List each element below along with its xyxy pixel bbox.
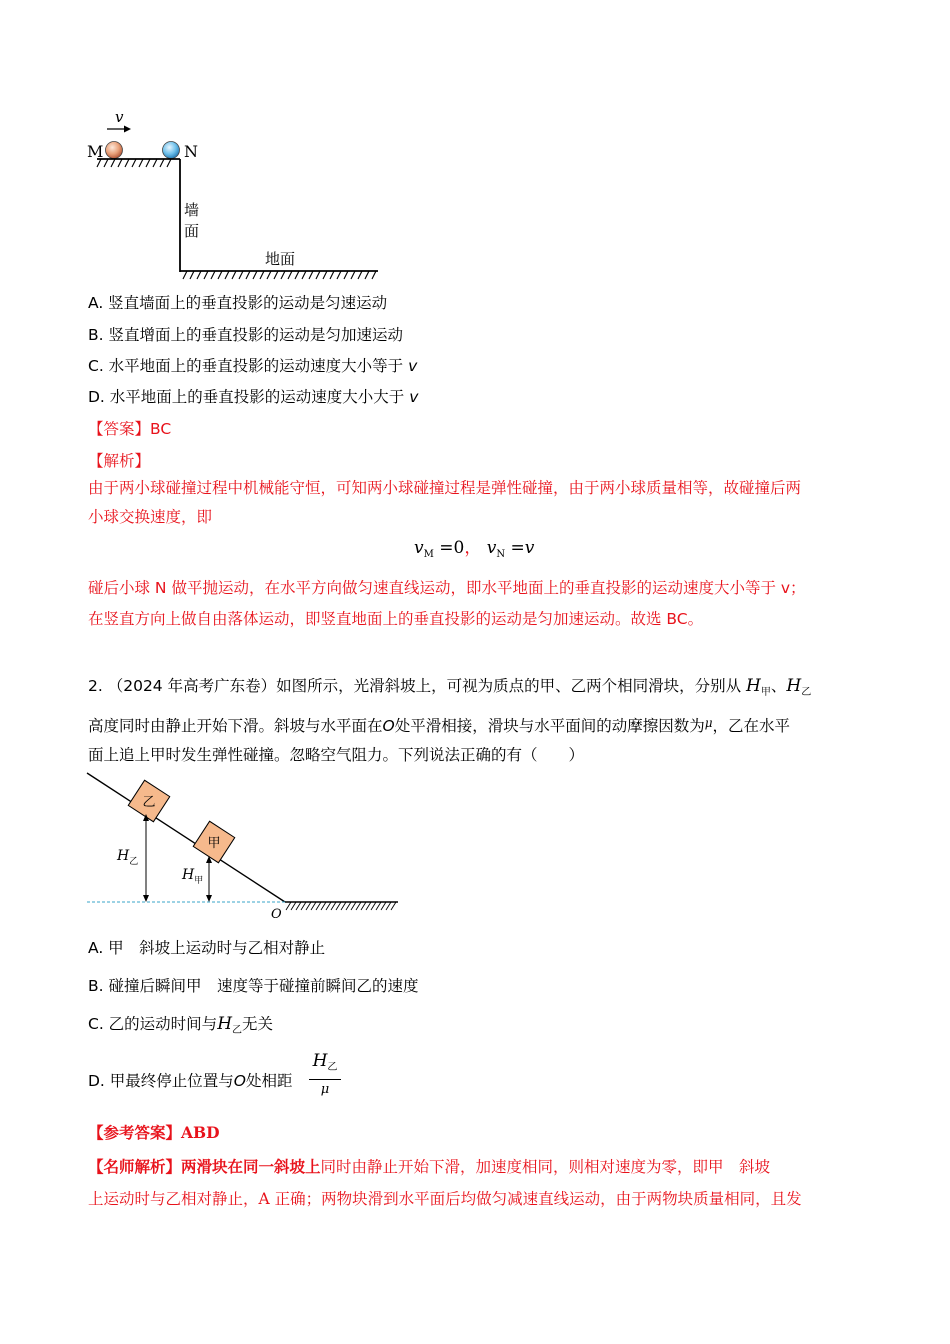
q1-option-d-var: v xyxy=(409,388,419,406)
q2-option-b: B. 碰撞后瞬间甲 速度等于碰撞前瞬间乙的速度 xyxy=(88,977,419,995)
q1-analysis-line3: 碰后小球 N 做平抛运动，在水平方向做匀速直线运动，即水平地面上的垂直投影的运动速度大小等于 v； xyxy=(88,579,806,597)
q2-teacher-title: 【名师解析】两滑块在同一斜坡上 xyxy=(88,1157,321,1176)
ground-hatching xyxy=(183,271,376,279)
velocity-arrowhead xyxy=(124,126,131,133)
fraction-numerator xyxy=(309,1050,341,1080)
h-yi-label: $H_乙$ xyxy=(117,848,139,867)
q2-option-c-pre: C. 乙的运动时间与 xyxy=(88,1015,218,1033)
formula-sub-n: N xyxy=(496,549,506,560)
formula-v2: v xyxy=(486,538,497,558)
q1-option-a: A. 竖直墙面上的垂直投影的运动是匀速运动 xyxy=(88,294,388,312)
origin-label: O xyxy=(271,907,282,920)
h-sub-yi: 乙 xyxy=(327,1062,338,1073)
q1-answer: 【答案】BC xyxy=(88,420,172,438)
formula-eq-zero: =0 xyxy=(439,538,465,558)
ground-label: 地面 xyxy=(265,250,296,268)
block-jia xyxy=(193,821,234,862)
q2-teacher-line2: 上运动时与乙相对静止，A 正确；两物块滑到水平面后均做匀减速直线运动，由于两物块质量相同，且发 xyxy=(88,1190,802,1208)
q2-option-c-post: 无关 xyxy=(242,1015,274,1033)
h-symbol: H xyxy=(786,676,802,696)
q2-option-d-o: O xyxy=(233,1072,246,1090)
q2-stem-line1-text: 2. （2024 年高考广东卷）如图所示，光滑斜坡上，可视为质点的甲、乙两个相同滑块，分别从 xyxy=(88,677,742,695)
q2-ref-answer: 【参考答案】ABD xyxy=(88,1123,220,1142)
q2-fraction xyxy=(309,1050,341,1100)
ball-m-label: M xyxy=(87,142,104,161)
q2-teacher-line1-rest: 同时由静止开始下滑，加速度相同，则相对速度为零，即甲 斜坡 xyxy=(320,1158,771,1176)
q1-analysis-line1: 由于两小球碰撞过程中机械能守恒，可知两小球碰撞过程是弹性碰撞，由于两小球质量相等，故碰撞后两 xyxy=(88,479,802,497)
q2-stem-line3: 面上追上甲时发生弹性碰撞。忽略空气阻力。下列说法正确的有（ ） xyxy=(88,746,585,764)
q1-analysis-title: 【解析】 xyxy=(88,452,151,470)
h-sub-yi: 乙 xyxy=(232,1025,243,1036)
formula-v1: v xyxy=(414,538,424,558)
q1-option-d-text: D. 水平地面上的垂直投影的运动速度大小大于 xyxy=(88,388,405,406)
h-sub-jia: 甲 xyxy=(760,687,771,698)
h-sub-yi: 乙 xyxy=(801,687,812,698)
q1-formula xyxy=(414,536,534,567)
q2-option-d-pre: D. 甲最终停止位置与 xyxy=(88,1072,234,1090)
q2-stem-line1 xyxy=(88,676,811,703)
q1-option-c-var: v xyxy=(408,357,418,375)
figure-wall-ground xyxy=(85,105,395,285)
block-jia-label: 甲 xyxy=(207,836,221,851)
formula-sub-m: M xyxy=(423,549,434,560)
q2-stem-line2-post: ，乙在水平 xyxy=(712,717,791,735)
ball-m xyxy=(106,142,123,159)
q2-stem-line2 xyxy=(88,713,790,736)
q2-option-d-mid: 处相距 xyxy=(246,1072,293,1090)
q1-option-c xyxy=(88,356,417,376)
h-symbol: H xyxy=(312,1051,328,1071)
q2-option-c xyxy=(88,1014,273,1041)
q2-o: O xyxy=(382,717,395,735)
q1-option-c-text: C. 水平地面上的垂直投影的运动速度大小等于 xyxy=(88,357,404,375)
q1-analysis-line2: 小球交换速度，即 xyxy=(88,508,213,526)
formula-comma: ， xyxy=(464,538,482,558)
q2-option-c-h xyxy=(217,1014,242,1034)
q2-h-yi xyxy=(786,676,811,696)
block-yi xyxy=(128,780,169,821)
q1-analysis-line4: 在竖直方向上做自由落体运动，即竖直地面上的垂直投影的运动是匀加速运动。故选 BC。 xyxy=(88,610,704,628)
formula-eq-v: =v xyxy=(510,538,535,558)
q1-option-d xyxy=(88,387,418,407)
q2-mu: μ xyxy=(704,716,713,730)
q1-option-b: B. 竖直增面上的垂直投影的运动是匀加速运动 xyxy=(88,326,403,344)
q2-teacher-line1 xyxy=(88,1157,770,1177)
q2-stem-line2-pre: 高度同时由静止开始下滑。斜坡与水平面在 xyxy=(88,717,383,735)
h-jia-label: $H_甲$ xyxy=(182,867,204,886)
q2-sep: 、 xyxy=(770,677,787,695)
ball-n-label: N xyxy=(184,142,198,161)
q2-option-a: A. 甲 斜坡上运动时与乙相对静止 xyxy=(88,939,326,957)
q2-stem-line2-mid: 处平滑相接，滑块与水平面间的动摩擦因数为 xyxy=(394,717,705,735)
velocity-label: v xyxy=(115,108,124,126)
h-yi-arrowhead-bottom xyxy=(143,895,149,902)
ball-n xyxy=(163,142,180,159)
figure-slope xyxy=(85,770,405,920)
wall-label-1: 墙 xyxy=(184,201,200,219)
platform-hatching xyxy=(97,159,171,167)
fraction-denominator: μ xyxy=(320,1082,330,1097)
h-symbol: H xyxy=(217,1014,233,1034)
floor-hatching xyxy=(286,902,396,910)
block-yi-label: 乙 xyxy=(142,795,156,810)
h-jia-arrowhead-bottom xyxy=(206,895,212,902)
wall-label-2: 面 xyxy=(184,222,200,240)
h-symbol: H xyxy=(746,676,761,696)
q2-h-jia xyxy=(746,676,771,696)
q2-option-d xyxy=(88,1071,293,1091)
